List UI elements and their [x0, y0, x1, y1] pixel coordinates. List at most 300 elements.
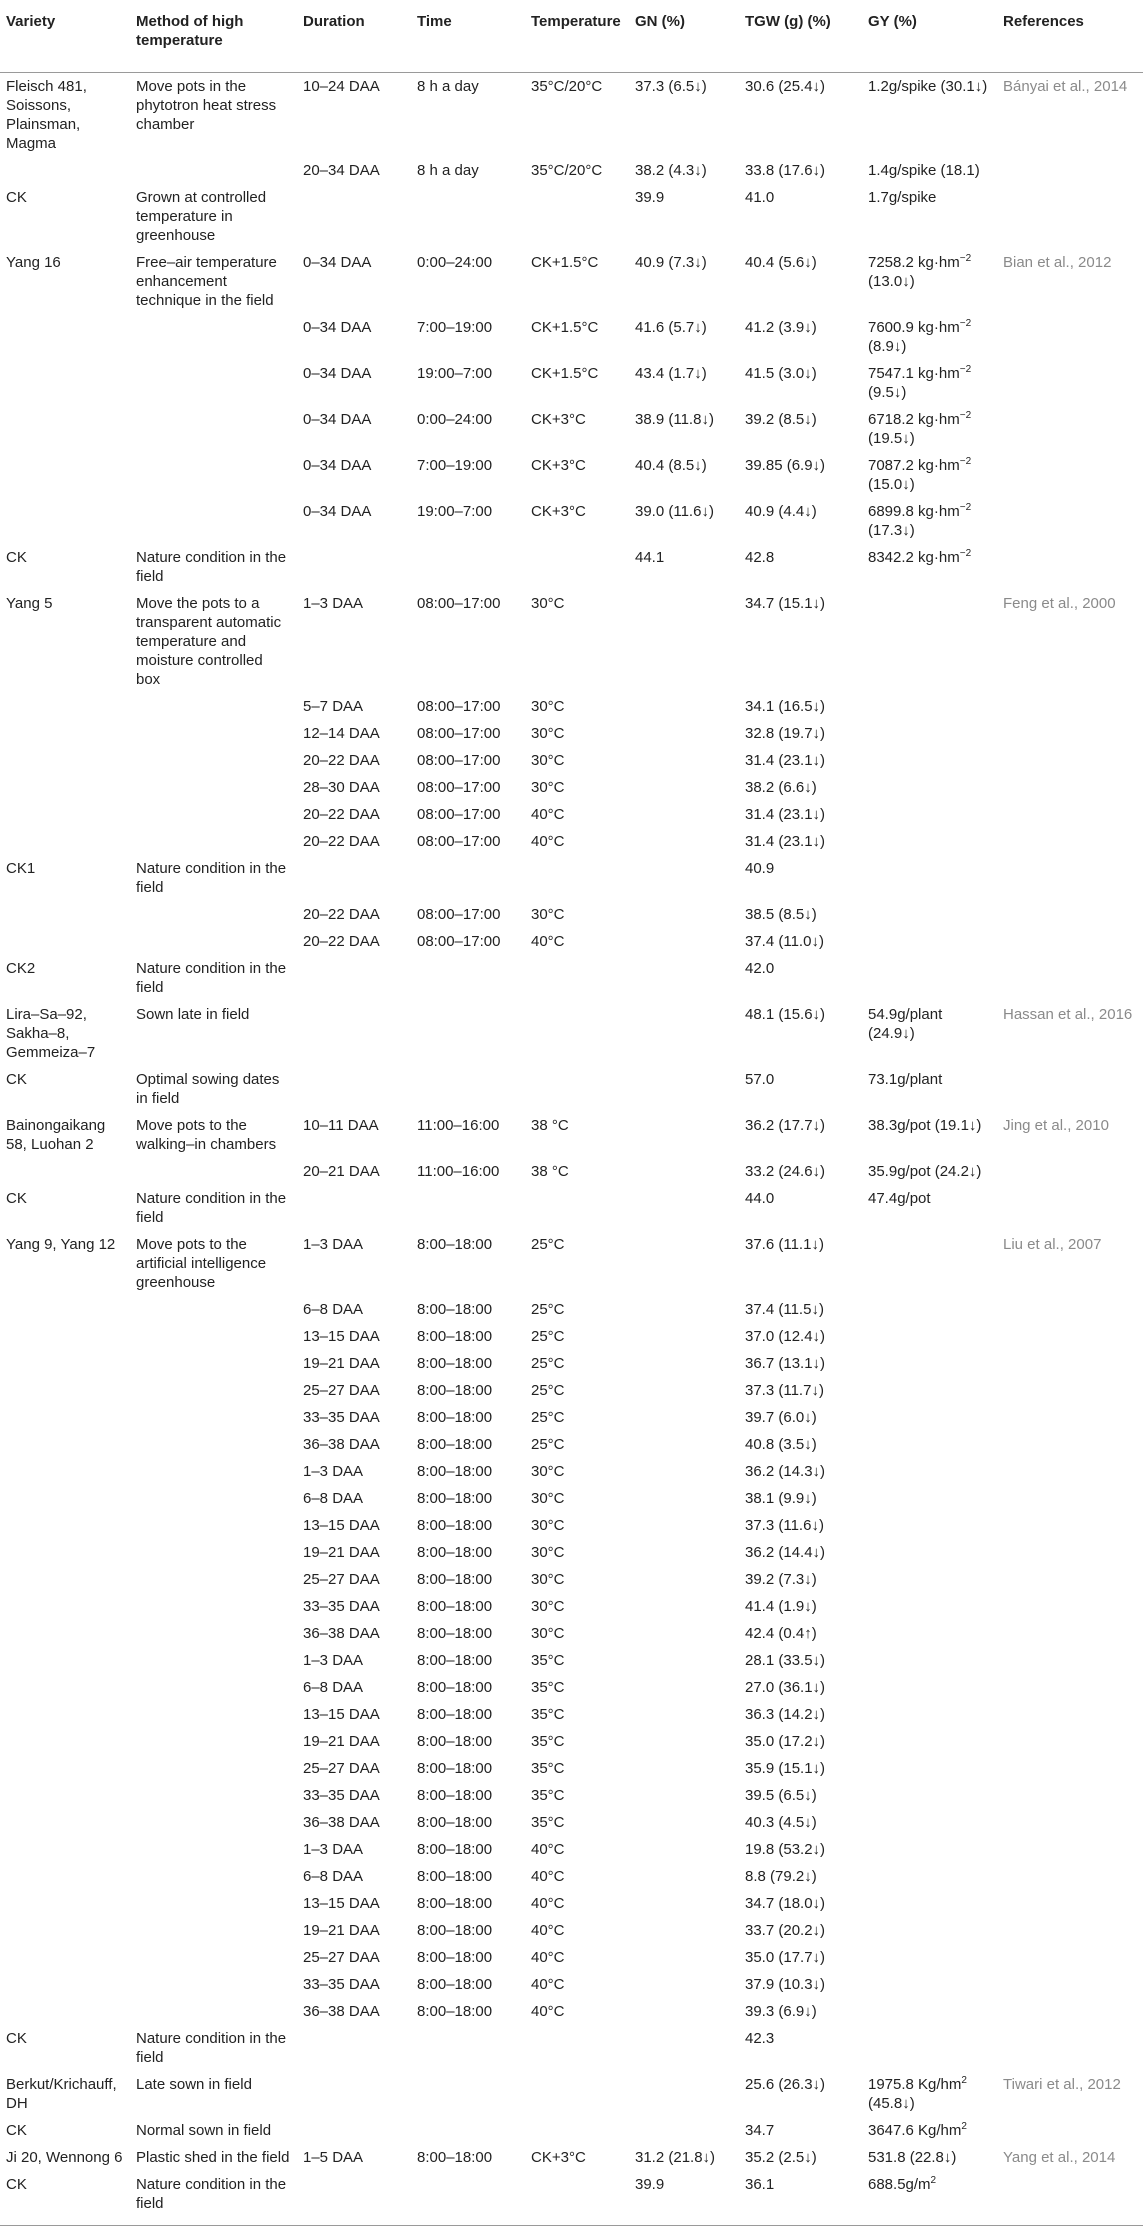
time-cell: 8:00–18:00 — [417, 2003, 493, 2020]
reference-link[interactable]: Yang et al., 2014 — [1003, 2149, 1116, 2166]
table-row — [0, 1593, 1143, 1620]
reference-link — [997, 1971, 1143, 1998]
time-cell: 08:00–17:00 — [417, 698, 501, 715]
duration-cell: 1–5 DAA — [303, 2149, 364, 2166]
gy-cell — [862, 1674, 997, 1701]
header-temperature: Temperature — [525, 0, 629, 73]
time-cell: 19:00–7:00 — [417, 503, 493, 520]
time-cell: 8:00–18:00 — [417, 1706, 493, 1723]
method-cell — [130, 1998, 297, 2025]
reference-link — [997, 360, 1143, 406]
reference-link — [997, 2025, 1143, 2071]
reference-link — [997, 828, 1143, 855]
temperature-cell: CK+3°C — [531, 2149, 586, 2166]
table-row — [0, 1485, 1143, 1512]
duration-cell: 19–21 DAA — [303, 1922, 380, 1939]
variety-cell — [0, 1158, 130, 1185]
table-row — [0, 1917, 1143, 1944]
reference-link — [997, 1323, 1143, 1350]
method-cell: Nature condition in the field — [136, 1190, 287, 1226]
gn-cell: 38.9 (11.8↓) — [635, 411, 714, 428]
gn-cell: 38.2 (4.3↓) — [635, 162, 707, 179]
duration-cell — [297, 2171, 411, 2226]
method-cell — [130, 1377, 297, 1404]
table-body — [0, 73, 1143, 2226]
gn-cell — [629, 1404, 739, 1431]
table-row — [0, 1231, 1143, 1296]
table-row — [0, 1323, 1143, 1350]
variety-cell — [0, 1944, 130, 1971]
reference-link — [997, 801, 1143, 828]
reference-link — [997, 1485, 1143, 1512]
table-row — [0, 2071, 1143, 2117]
tgw-cell: 36.3 (14.2↓) — [745, 1706, 826, 1723]
gn-cell — [629, 2117, 739, 2144]
temperature-cell: 30°C — [531, 1490, 565, 1507]
time-cell: 11:00–16:00 — [417, 1117, 500, 1134]
variety-cell — [0, 693, 130, 720]
time-cell: 8:00–18:00 — [417, 1517, 493, 1534]
variety-cell — [0, 406, 130, 452]
header-references: References — [997, 0, 1143, 73]
tgw-cell: 25.6 (26.3↓) — [745, 2076, 826, 2093]
time-cell: 08:00–17:00 — [417, 806, 501, 823]
method-cell — [130, 1620, 297, 1647]
table-row — [0, 184, 1143, 249]
variety-cell — [0, 1782, 130, 1809]
temperature-cell — [525, 1066, 629, 1112]
tgw-cell: 40.8 (3.5↓) — [745, 1436, 817, 1453]
reference-link — [997, 1809, 1143, 1836]
tgw-cell: 41.4 (1.9↓) — [745, 1598, 817, 1615]
method-cell — [130, 1539, 297, 1566]
temperature-cell: 40°C — [531, 833, 565, 850]
variety-cell — [0, 1647, 130, 1674]
variety-cell — [0, 1728, 130, 1755]
variety-cell: Ji 20, Wennong 6 — [6, 2149, 123, 2166]
temperature-cell: 40°C — [531, 1922, 565, 1939]
gn-cell — [629, 1944, 739, 1971]
table-row — [0, 1431, 1143, 1458]
gy-cell — [862, 828, 997, 855]
variety-cell: Berkut/Krichauff, DH — [6, 2076, 117, 2112]
method-cell — [130, 498, 297, 544]
time-cell — [411, 1066, 525, 1112]
tgw-cell: 39.2 (8.5↓) — [745, 411, 817, 428]
gy-cell: 1975.8 $Kg/hm^2$ (45.8↓) — [868, 2075, 967, 2112]
duration-cell — [297, 2117, 411, 2144]
reference-link[interactable]: Bányai et al., 2014 — [1003, 78, 1128, 95]
temperature-cell: 40°C — [531, 933, 565, 950]
reference-link — [997, 1890, 1143, 1917]
tgw-cell: 31.4 (23.1↓) — [745, 806, 826, 823]
reference-link — [997, 498, 1143, 544]
table-row — [0, 1755, 1143, 1782]
variety-cell — [0, 720, 130, 747]
temperature-cell: 35°C/20°C — [531, 162, 603, 179]
time-cell: 8:00–18:00 — [417, 1598, 493, 1615]
unit-exponent: −2 — [959, 410, 972, 421]
temperature-cell: 40°C — [531, 1841, 565, 1858]
tgw-cell: 40.3 (4.5↓) — [745, 1814, 817, 1831]
tgw-cell: 27.0 (36.1↓) — [745, 1679, 826, 1696]
method-cell: Optimal sowing dates in field — [136, 1071, 280, 1107]
time-cell: 8:00–18:00 — [417, 1949, 493, 1966]
temperature-cell: 30°C — [531, 725, 565, 742]
time-cell: 8:00–18:00 — [417, 1301, 493, 1318]
time-cell: 8:00–18:00 — [417, 1544, 493, 1561]
tgw-cell: 42.0 — [745, 960, 775, 977]
unit-exponent: 2 — [961, 2121, 967, 2132]
method-cell — [130, 1431, 297, 1458]
tgw-cell: 37.0 (12.4↓) — [745, 1328, 826, 1345]
temperature-cell: 40°C — [531, 1895, 565, 1912]
temperature-cell: CK+3°C — [531, 503, 586, 520]
tgw-cell: 33.8 (17.6↓) — [745, 162, 826, 179]
variety-cell — [0, 1431, 130, 1458]
table-row — [0, 1066, 1143, 1112]
variety-cell — [0, 1323, 130, 1350]
variety-cell: Fleisch 481, Soissons, Plainsman, Magma — [6, 78, 87, 152]
reference-link[interactable]: Feng et al., 2000 — [1003, 595, 1116, 612]
table-row — [0, 1458, 1143, 1485]
table-row — [0, 360, 1143, 406]
tgw-cell: 38.2 (6.6↓) — [745, 779, 817, 796]
tgw-cell: 28.1 (33.5↓) — [745, 1652, 826, 1669]
temperature-cell: 35°C — [531, 1787, 565, 1804]
reference-link — [997, 774, 1143, 801]
duration-cell: 19–21 DAA — [303, 1733, 380, 1750]
variety-cell — [0, 1485, 130, 1512]
variety-cell: CK — [6, 2122, 27, 2139]
reference-link — [997, 1944, 1143, 1971]
gn-cell: 40.4 (8.5↓) — [635, 457, 707, 474]
duration-cell: 20–34 DAA — [303, 162, 380, 179]
gn-cell — [629, 1566, 739, 1593]
gy-cell — [862, 855, 997, 901]
gy-cell — [862, 928, 997, 955]
method-cell: Free–air temperature enhancement technique in the field — [136, 254, 277, 309]
time-cell — [411, 1001, 525, 1066]
reference-link — [997, 544, 1143, 590]
reference-link[interactable]: Bian et al., 2012 — [1003, 254, 1112, 271]
tgw-cell: 31.4 (23.1↓) — [745, 833, 826, 850]
time-cell: 7:00–19:00 — [417, 457, 493, 474]
tgw-cell: 8.8 (79.2↓) — [745, 1868, 817, 1885]
method-cell: Move pots in the phytotron heat stress chamber — [136, 78, 277, 133]
temperature-cell: 30°C — [531, 1598, 565, 1615]
duration-cell: 0–34 DAA — [303, 365, 372, 382]
time-cell: 08:00–17:00 — [417, 779, 501, 796]
gy-cell — [862, 801, 997, 828]
gn-cell: 39.9 — [635, 189, 665, 206]
method-cell — [130, 1944, 297, 1971]
duration-cell: 0–34 DAA — [303, 411, 372, 428]
reference-link[interactable]: Liu et al., 2007 — [1003, 1236, 1102, 1253]
gy-cell — [862, 747, 997, 774]
duration-cell: 36–38 DAA — [303, 1814, 380, 1831]
time-cell: 8:00–18:00 — [417, 1895, 493, 1912]
reference-link — [997, 1431, 1143, 1458]
time-cell: 08:00–17:00 — [417, 752, 501, 769]
tgw-cell: 30.6 (25.4↓) — [745, 78, 826, 95]
variety-cell: CK — [6, 2030, 27, 2047]
gn-cell — [629, 1066, 739, 1112]
temperature-cell: 30°C — [531, 1571, 565, 1588]
method-cell — [130, 801, 297, 828]
table-row — [0, 1185, 1143, 1231]
tgw-cell: 34.7 (18.0↓) — [745, 1895, 826, 1912]
method-cell — [130, 406, 297, 452]
reference-link[interactable]: Jing et al., 2010 — [1003, 1117, 1109, 1134]
duration-cell: 20–22 DAA — [303, 833, 380, 850]
gn-cell — [629, 1350, 739, 1377]
temperature-cell: 25°C — [531, 1301, 565, 1318]
variety-cell — [0, 157, 130, 184]
reference-link — [997, 1158, 1143, 1185]
table-row — [0, 1296, 1143, 1323]
table-row — [0, 1512, 1143, 1539]
tgw-cell: 38.1 (9.9↓) — [745, 1490, 817, 1507]
tgw-cell: 37.4 (11.5↓) — [745, 1301, 824, 1318]
reference-link — [997, 1593, 1143, 1620]
table-row — [0, 693, 1143, 720]
variety-cell — [0, 901, 130, 928]
temperature-cell: 25°C — [531, 1236, 565, 1253]
table-row — [0, 249, 1143, 314]
reference-link — [997, 747, 1143, 774]
gy-cell — [862, 1323, 997, 1350]
duration-cell: 5–7 DAA — [303, 698, 364, 715]
method-cell: Nature condition in the field — [136, 2030, 287, 2066]
gy-cell — [862, 2025, 997, 2071]
variety-cell — [0, 1971, 130, 1998]
gn-cell: 41.6 (5.7↓) — [635, 319, 707, 336]
variety-cell: CK — [0, 2171, 130, 2226]
tgw-cell: 37.6 (11.1↓) — [745, 1236, 824, 1253]
tgw-cell: 42.8 — [745, 549, 775, 566]
duration-cell — [297, 544, 411, 590]
temperature-cell: 30°C — [531, 1625, 565, 1642]
temperature-cell — [525, 855, 629, 901]
duration-cell — [297, 2071, 411, 2117]
unit-exponent: −2 — [959, 318, 972, 329]
variety-cell: Yang 9, Yang 12 — [6, 1236, 116, 1253]
tgw-cell: 39.3 (6.9↓) — [745, 2003, 817, 2020]
time-cell: 8:00–18:00 — [417, 1571, 493, 1588]
table-row — [0, 855, 1143, 901]
table-row — [0, 544, 1143, 590]
gn-cell: 44.1 — [635, 549, 665, 566]
table-row — [0, 1112, 1143, 1158]
gy-cell — [862, 1458, 997, 1485]
duration-cell: 0–34 DAA — [303, 457, 372, 474]
gy-cell — [862, 1485, 997, 1512]
table-row — [0, 1566, 1143, 1593]
tgw-cell: 37.4 (11.0↓) — [745, 933, 824, 950]
reference-link — [997, 184, 1143, 249]
temperature-cell: 40°C — [531, 806, 565, 823]
table-row — [0, 1377, 1143, 1404]
temperature-cell — [525, 544, 629, 590]
tgw-cell: 37.9 (10.3↓) — [745, 1976, 826, 1993]
gn-cell — [629, 1674, 739, 1701]
method-cell — [130, 1323, 297, 1350]
tgw-cell: 44.0 — [745, 1190, 775, 1207]
time-cell: 08:00–17:00 — [417, 725, 501, 742]
table-row — [0, 1158, 1143, 1185]
gn-cell — [629, 1539, 739, 1566]
tgw-cell: 36.2 (14.3↓) — [745, 1463, 826, 1480]
gy-cell — [862, 1998, 997, 2025]
duration-cell: 6–8 DAA — [303, 1868, 364, 1885]
temperature-cell: 40°C — [531, 1868, 565, 1885]
gn-cell — [629, 1296, 739, 1323]
method-cell — [130, 747, 297, 774]
gy-cell: 6718.2 $kg\cdot hm^{-2}$ (19.5↓) — [868, 410, 972, 447]
duration-cell: 25–27 DAA — [303, 1571, 380, 1588]
method-cell — [130, 1809, 297, 1836]
gy-cell — [862, 901, 997, 928]
gy-cell: 6899.8 $kg\cdot hm^{-2}$ (17.3↓) — [868, 502, 972, 539]
temperature-cell: 25°C — [531, 1382, 565, 1399]
tgw-cell: 35.0 (17.7↓) — [745, 1949, 826, 1966]
time-cell: 8:00–18:00 — [417, 1733, 493, 1750]
unit-exponent: −2 — [959, 502, 972, 513]
table-row — [0, 1620, 1143, 1647]
time-cell: 08:00–17:00 — [417, 833, 501, 850]
table-row — [0, 901, 1143, 928]
gy-cell — [862, 1917, 997, 1944]
temperature-cell: 35°C — [531, 1706, 565, 1723]
gn-cell — [629, 1782, 739, 1809]
tgw-cell: 39.2 (7.3↓) — [745, 1571, 817, 1588]
reference-link — [997, 2171, 1143, 2226]
reference-link — [997, 1296, 1143, 1323]
time-cell: 8:00–18:00 — [417, 2149, 493, 2166]
method-cell — [130, 1863, 297, 1890]
method-cell — [130, 1674, 297, 1701]
table-row — [0, 955, 1143, 1001]
duration-cell: 33–35 DAA — [303, 1598, 380, 1615]
header-row — [0, 0, 1143, 73]
gn-cell — [629, 1323, 739, 1350]
temperature-cell: 30°C — [531, 906, 565, 923]
variety-cell — [0, 1404, 130, 1431]
time-cell — [411, 955, 525, 1001]
reference-link — [997, 1377, 1143, 1404]
method-cell — [130, 1158, 297, 1185]
duration-cell: 20–22 DAA — [303, 906, 380, 923]
duration-cell: 19–21 DAA — [303, 1355, 380, 1372]
variety-cell — [0, 1890, 130, 1917]
gn-cell: 39.0 (11.6↓) — [635, 503, 714, 520]
reference-link[interactable]: Tiwari et al., 2012 — [1003, 2076, 1121, 2093]
reference-link — [997, 1863, 1143, 1890]
gy-cell — [862, 1296, 997, 1323]
temperature-cell — [525, 955, 629, 1001]
tgw-cell: 41.5 (3.0↓) — [745, 365, 817, 382]
method-cell — [130, 157, 297, 184]
temperature-cell: 35°C — [531, 1814, 565, 1831]
method-cell: Nature condition in the field — [130, 2171, 297, 2226]
time-cell: 0:00–24:00 — [417, 411, 493, 428]
time-cell — [411, 2117, 525, 2144]
tgw-cell: 36.7 (13.1↓) — [745, 1355, 826, 1372]
tgw-cell: 35.0 (17.2↓) — [745, 1733, 826, 1750]
gy-cell: 54.9g/plant (24.9↓) — [868, 1006, 943, 1042]
tgw-cell: 40.4 (5.6↓) — [745, 254, 817, 271]
method-cell — [130, 1728, 297, 1755]
unit-exponent: −2 — [959, 253, 972, 264]
method-cell — [130, 901, 297, 928]
header-tgw: TGW (g) (%) — [739, 0, 862, 73]
gy-cell: 38.3g/pot (19.1↓) — [868, 1117, 982, 1134]
tgw-cell: 48.1 (15.6↓) — [745, 1006, 826, 1023]
temperature-cell: CK+1.5°C — [531, 254, 599, 271]
time-cell: 8:00–18:00 — [417, 1652, 493, 1669]
reference-link — [997, 1066, 1143, 1112]
temperature-cell — [525, 2071, 629, 2117]
method-cell — [130, 720, 297, 747]
table-row — [0, 406, 1143, 452]
method-cell — [130, 1971, 297, 1998]
gn-cell — [629, 1001, 739, 1066]
temperature-cell: CK+3°C — [531, 411, 586, 428]
table-row — [0, 498, 1143, 544]
duration-cell: 10–11 DAA — [303, 1117, 379, 1134]
gn-cell — [629, 928, 739, 955]
table-row — [0, 452, 1143, 498]
table-row — [0, 774, 1143, 801]
gn-cell — [629, 1458, 739, 1485]
variety-cell: CK1 — [6, 860, 36, 877]
duration-cell: 20–22 DAA — [303, 933, 380, 950]
tgw-cell: 33.7 (20.2↓) — [745, 1922, 826, 1939]
duration-cell: 1–3 DAA — [303, 1463, 364, 1480]
gn-cell — [629, 1593, 739, 1620]
method-cell — [130, 360, 297, 406]
gn-cell — [629, 1728, 739, 1755]
header-variety: Variety — [0, 0, 130, 73]
table-row — [0, 1890, 1143, 1917]
gy-cell: 35.9g/pot (24.2↓) — [868, 1163, 982, 1180]
reference-link — [997, 1917, 1143, 1944]
temperature-cell — [525, 1185, 629, 1231]
duration-cell: 25–27 DAA — [303, 1382, 380, 1399]
reference-link — [997, 314, 1143, 360]
gn-cell: 31.2 (21.8↓) — [635, 2149, 716, 2166]
unit-exponent: 2 — [930, 2175, 937, 2186]
variety-cell: Yang 16 — [6, 254, 61, 271]
temperature-cell — [525, 1001, 629, 1066]
temperature-cell: 25°C — [531, 1409, 565, 1426]
table-row — [0, 590, 1143, 693]
table-row — [0, 1863, 1143, 1890]
temperature-cell: 35°C — [531, 1652, 565, 1669]
gy-cell: 47.4g/pot — [868, 1190, 931, 1207]
method-cell — [130, 1296, 297, 1323]
variety-cell — [0, 1836, 130, 1863]
gy-cell — [862, 1512, 997, 1539]
reference-link[interactable]: Hassan et al., 2016 — [1003, 1006, 1133, 1023]
gn-cell: 39.9 — [629, 2171, 739, 2226]
variety-cell: Bainongaikang 58, Luohan 2 — [6, 1117, 106, 1153]
reference-link — [997, 1782, 1143, 1809]
duration-cell: 25–27 DAA — [303, 1760, 380, 1777]
temperature-cell — [525, 2025, 629, 2071]
variety-cell — [0, 1566, 130, 1593]
